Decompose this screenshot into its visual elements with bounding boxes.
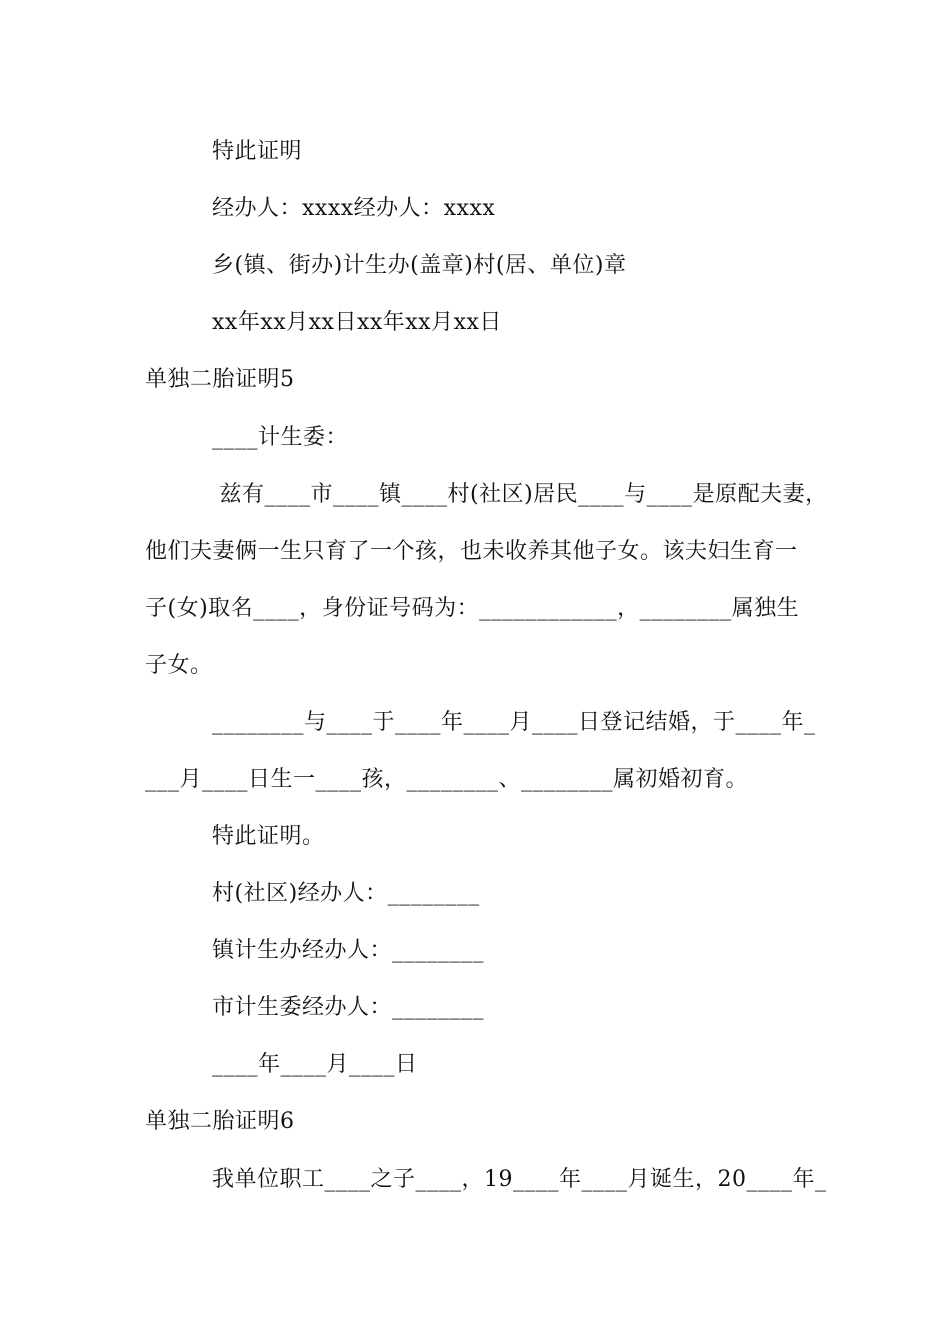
village-handler-line: 村(社区)经办人：________ (212, 881, 480, 906)
section-heading-6: 单独二胎证明6 (145, 1109, 295, 1134)
marriage-paragraph-line-1: ________与____于____年____月____日登记结婚，于____年_ (212, 710, 816, 735)
closing-statement: 特此证明 (212, 139, 303, 164)
section-heading-5: 单独二胎证明5 (145, 367, 295, 392)
date-line: xx年xx月xx日xx年xx月xx日 (212, 310, 502, 335)
town-handler-line: 镇计生办经办人：________ (212, 938, 485, 963)
addressee-line: ____计生委： (212, 425, 349, 450)
body-paragraph-line-4: 子女。 (145, 653, 213, 678)
marriage-paragraph-line-2: ___月____日生一____孩，________、________属初婚初育。 (145, 767, 749, 792)
body-paragraph-line-1: 兹有____市____镇____村(社区)居民____与____是原配夫妻， (212, 482, 828, 507)
body-paragraph-line-2: 他们夫妻俩一生只育了一个孩，也未收养其他子女。该夫妇生育一 (145, 539, 798, 564)
body-paragraph-line-3: 子(女)取名____，身份证号码为：____________，________属独生 (145, 596, 800, 621)
closing-statement-2: 特此证明。 (212, 824, 325, 849)
handlers-line: 经办人：xxxx经办人：xxxx (212, 196, 496, 221)
date-blank-line: ____年____月____日 (212, 1052, 418, 1077)
seal-line: 乡(镇、街办)计生办(盖章)村(居、单位)章 (212, 253, 627, 278)
employee-paragraph-line-1: 我单位职工____之子____，19____年____月诞生，20____年_ (212, 1167, 827, 1192)
city-handler-line: 市计生委经办人：________ (212, 995, 485, 1020)
